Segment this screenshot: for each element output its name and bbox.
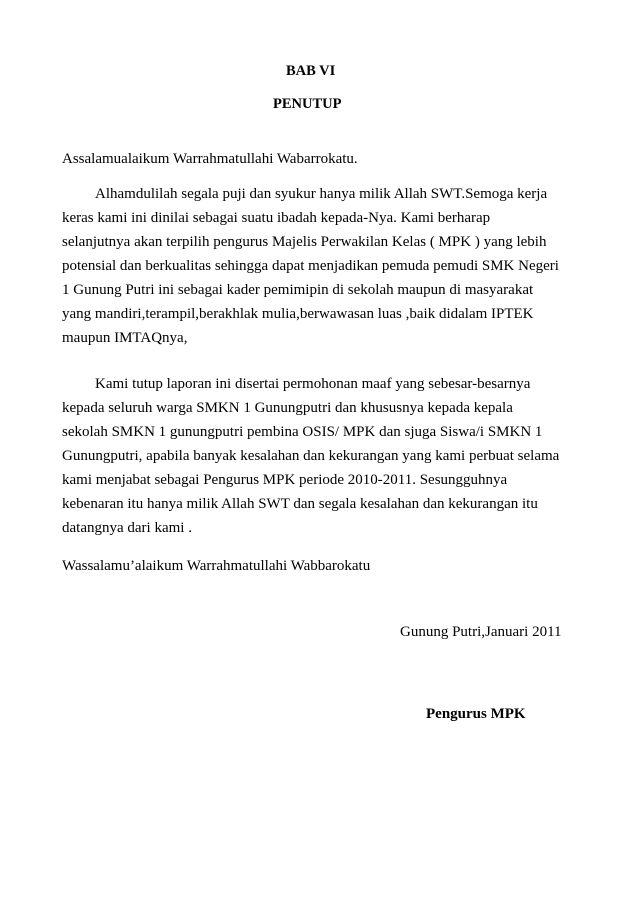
- paragraph1-line: maupun IMTAQnya,: [62, 330, 188, 346]
- paragraph2-line: kami menjabat sebagai Pengurus MPK periode 2010-2011. Sesungguhnya: [62, 472, 508, 488]
- closing-text: Wassalamu’alaikum Warrahmatullahi Wabbarokatu: [62, 558, 371, 574]
- paragraph1-line: selanjutnya akan terpilih pengurus Majelis Perwakilan Kelas ( MPK ) yang lebih: [62, 234, 547, 250]
- paragraph2-line: sekolah SMKN 1 gunungputri pembina OSIS/ MPK dan sjuga Siswa/i SMKN 1: [62, 424, 543, 440]
- paragraph1-line: 1 Gunung Putri ini sebagai kader pemimipin di sekolah maupun di masyarakat: [62, 282, 534, 298]
- signatory-name: Pengurus MPK: [426, 706, 526, 722]
- paragraph1-line: potensial dan berkualitas sehingga dapat menjadikan pemuda pemudi SMK Negeri: [62, 258, 559, 274]
- place-date: Gunung Putri,Januari 2011: [400, 624, 562, 640]
- paragraph1-line: Alhamdulilah segala puji dan syukur hanya milik Allah SWT.Semoga kerja: [95, 186, 548, 202]
- paragraph2-line: kepada seluruh warga SMKN 1 Gunungputri dan khususnya kepada kepala: [62, 400, 513, 416]
- paragraph1-line: yang mandiri,terampil,berakhlak mulia,berwawasan luas ,baik didalam IPTEK: [62, 306, 534, 322]
- paragraph2-line: kebenaran itu hanya milik Allah SWT dan segala kesalahan dan kekurangan itu: [62, 496, 538, 512]
- chapter-heading: BAB VI: [286, 63, 336, 79]
- paragraph1-line: keras kami ini dinilai sebagai suatu ibadah kepada-Nya. Kami berharap: [62, 210, 491, 226]
- paragraph2-line: datangnya dari kami .: [62, 520, 192, 536]
- greeting-text: Assalamualaikum Warrahmatullahi Wabarrokatu.: [62, 151, 358, 167]
- chapter-title: PENUTUP: [273, 96, 342, 112]
- paragraph2-line: Gunungputri, apabila banyak kesalahan dan kekurangan yang kami perbuat selama: [62, 448, 560, 464]
- paragraph2-line: Kami tutup laporan ini disertai permohonan maaf yang sebesar-besarnya: [95, 376, 531, 392]
